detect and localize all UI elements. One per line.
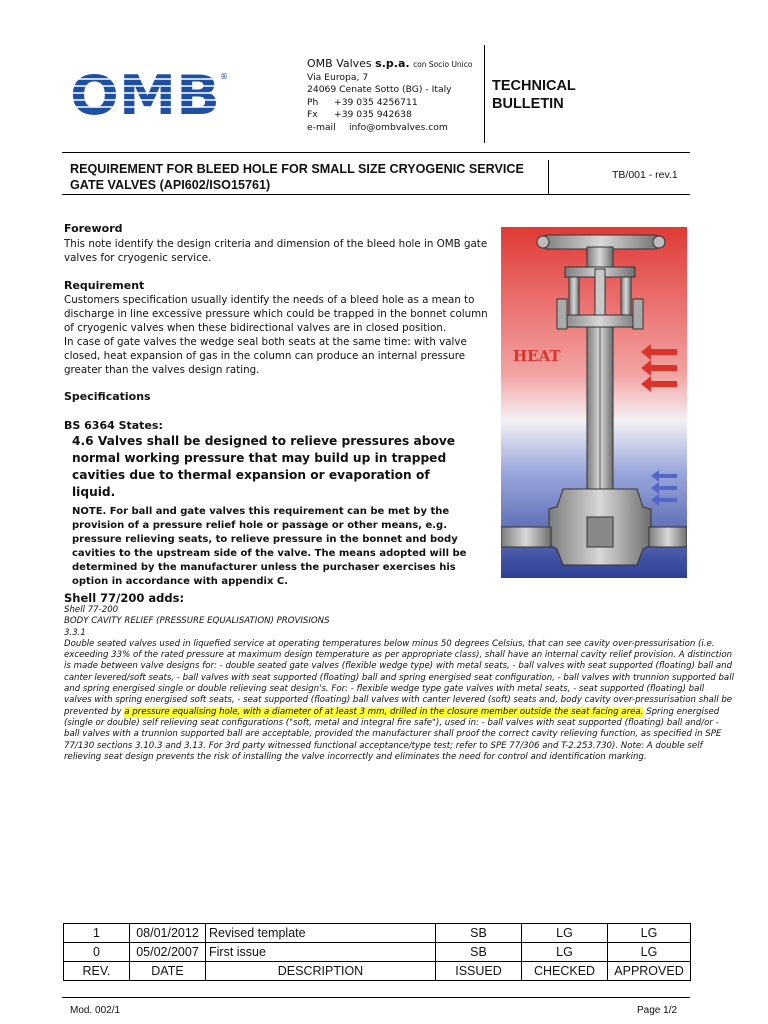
svg-text:®: ® (220, 72, 228, 81)
rev-cell: 1 (64, 924, 130, 943)
module-number: Mod. 002/1 (70, 1005, 121, 1016)
shell-text (64, 605, 734, 763)
shell-paragraph-end: Spring energised (single or double) self relieving seat configurations ("soft, metal and integral fire safe"), used in: - ball valves with seat supported (floating) ball and/or - ball valves with a trunnion supported ball are acceptable, provided the manufacturer shall proof the correct cavity relieving function, as specified in SPE 77/130 sections 3.10.3 and 3.13. For 3rd party witnessed functional acceptance/type test; refer to SPE 77/306 and T-2.253.730). Note: A double self relieving seat design prevents the risk of installing the valve incorrectly and eliminates the need for control and identification marking. (64, 706, 722, 762)
shell-heading: Shell 77/200 adds: (64, 591, 185, 605)
omb-logo (70, 70, 230, 120)
issued-cell: SB (436, 943, 522, 962)
fax-line (307, 109, 472, 122)
company-suffix: s.p.a. (375, 57, 410, 70)
bs6364-quote (72, 433, 472, 589)
bulletin-line-1: TECHNICAL (492, 78, 576, 94)
title-line-2: GATE VALVES (API602/ISO15761) (70, 178, 271, 192)
valve-heat-figure (501, 227, 687, 578)
quote-note: NOTE. For ball and gate valves this requirement can be met by the provision of a pressure relief hole or passage or other means, e.g. pressure relieving seats, to relieve pressure in the bonnet and body cavities to the upstream side of the valve. The means adopted will be determined by the manufacturer unless the purchaser exercises his option in accordance with appendix C. (72, 506, 467, 587)
address-line-2: 24069 Cenate Sotto (BG) - Italy (307, 84, 452, 96)
fax-number: +39 035 942638 (334, 109, 412, 121)
svg-text:HEAT: HEAT (513, 347, 561, 365)
header-divider (484, 45, 485, 143)
approved-header: APPROVED (608, 962, 691, 981)
email-address[interactable]: info@ombvalves.com (349, 121, 448, 133)
document-reference: TB/001 - rev.1 (612, 169, 678, 181)
company-sub: con Socio Unico (413, 60, 473, 69)
company-info (307, 58, 472, 135)
email-label: e-mail (307, 121, 336, 133)
quote-clause: 4.6 Valves shall be designed to relieve pressures above normal working pressure that may build up in trapped cavities due to thermal expansion or evaporation of liquid. (72, 434, 456, 499)
date-cell: 08/01/2012 (130, 924, 206, 943)
address-line-1: Via Europa, 7 (307, 71, 369, 83)
shell-paragraph-start: Double seated valves used in liquefied service at operating temperatures below minus 50 degrees Celsius, that can see cavity over-pressurisation (i.e. exceeding 33% of the rated pressure at maximum design temperature as per appropriate class), shall have an internal cavity relief provision. A distinction is made between valve designs for: - double seated gate valves (flexible wedge type) with metal seats, - ball valves with seat supported (floating) ball and canter levered/soft seats, - ball valves with seat supported (floating) ball and spring energised seat configuration, - ball valves with trunnion supported ball and spring energised single or double relieving seat design's. For: - flexible wedge type gate valves with metal seats, - seat supported (floating) ball valves with spring energised soft seats, - seat supported (floating) ball valves with canter levered (soft) seats and, body cavity over-pressurisation shall be prevented by (64, 638, 734, 717)
table-header-row (64, 962, 691, 981)
table-row (64, 943, 691, 962)
title-divider (548, 160, 549, 194)
requirement-text (64, 293, 489, 377)
email-line (307, 122, 472, 135)
page-number: Page 1/2 (637, 1005, 678, 1016)
description-cell: Revised template (206, 924, 436, 943)
date-header: DATE (130, 962, 206, 981)
fax-label: Fx (307, 109, 318, 121)
bulletin-line-2: BULLETIN (492, 96, 564, 112)
rev-header: REV. (64, 962, 130, 981)
checked-cell: LG (522, 924, 608, 943)
issued-header: ISSUED (436, 962, 522, 981)
svg-text:OMB: OMB (70, 70, 220, 120)
checked-cell: LG (522, 943, 608, 962)
bs6364-heading: BS 6364 States: (64, 419, 163, 432)
footer-rule (62, 997, 690, 998)
title-line-1: REQUIREMENT FOR BLEED HOLE FOR SMALL SIZE CRYOGENIC SERVICE (70, 162, 524, 176)
company-name: OMB Valves (307, 57, 372, 70)
phone-number: +39 035 4256711 (334, 96, 418, 108)
shell-line-2: BODY CAVITY RELIEF (PRESSURE EQUALISATION) PROVISIONS (64, 616, 330, 627)
requirement-paragraph-2: In case of gate valves the wedge seal both seats at the same time: with valve closed, heat expansion of gas in the column can produce an internal pressure greater than the valves design rating. (64, 336, 467, 376)
highlighted-requirement: a pressure equalising hole, with a diameter of at least 3 mm, drilled in the closure member outside the seat facing area. (124, 706, 644, 717)
revision-table (63, 923, 691, 981)
document-title (70, 161, 550, 193)
phone-line (307, 97, 472, 110)
title-bottom-rule (62, 194, 690, 195)
specifications-heading: Specifications (64, 390, 151, 403)
description-header: DESCRIPTION (206, 962, 436, 981)
shell-line-1: Shell 77-200 (64, 605, 119, 615)
shell-line-3: 3.3.1 (64, 627, 86, 638)
rev-cell: 0 (64, 943, 130, 962)
checked-header: CHECKED (522, 962, 608, 981)
date-cell: 05/02/2007 (130, 943, 206, 962)
table-row (64, 924, 691, 943)
foreword-text: This note identify the design criteria and dimension of the bleed hole in OMB gate valves for cryogenic service. (64, 238, 488, 264)
phone-label: Ph (307, 96, 319, 108)
description-cell: First issue (206, 943, 436, 962)
requirement-heading: Requirement (64, 279, 145, 292)
requirement-paragraph-1: Customers specification usually identify the needs of a bleed hole as a mean to discharge in line excessive pressure which could be trapped in the bonnet column of cryogenic valves when these bidirectional valves are in closed position. (64, 294, 488, 334)
issued-cell: SB (436, 924, 522, 943)
bulletin-label (492, 77, 576, 113)
approved-cell: LG (608, 924, 691, 943)
shell-paragraph (64, 639, 734, 763)
foreword-heading: Foreword (64, 222, 123, 235)
approved-cell: LG (608, 943, 691, 962)
title-top-rule (62, 152, 690, 153)
company-name-line (307, 58, 472, 72)
